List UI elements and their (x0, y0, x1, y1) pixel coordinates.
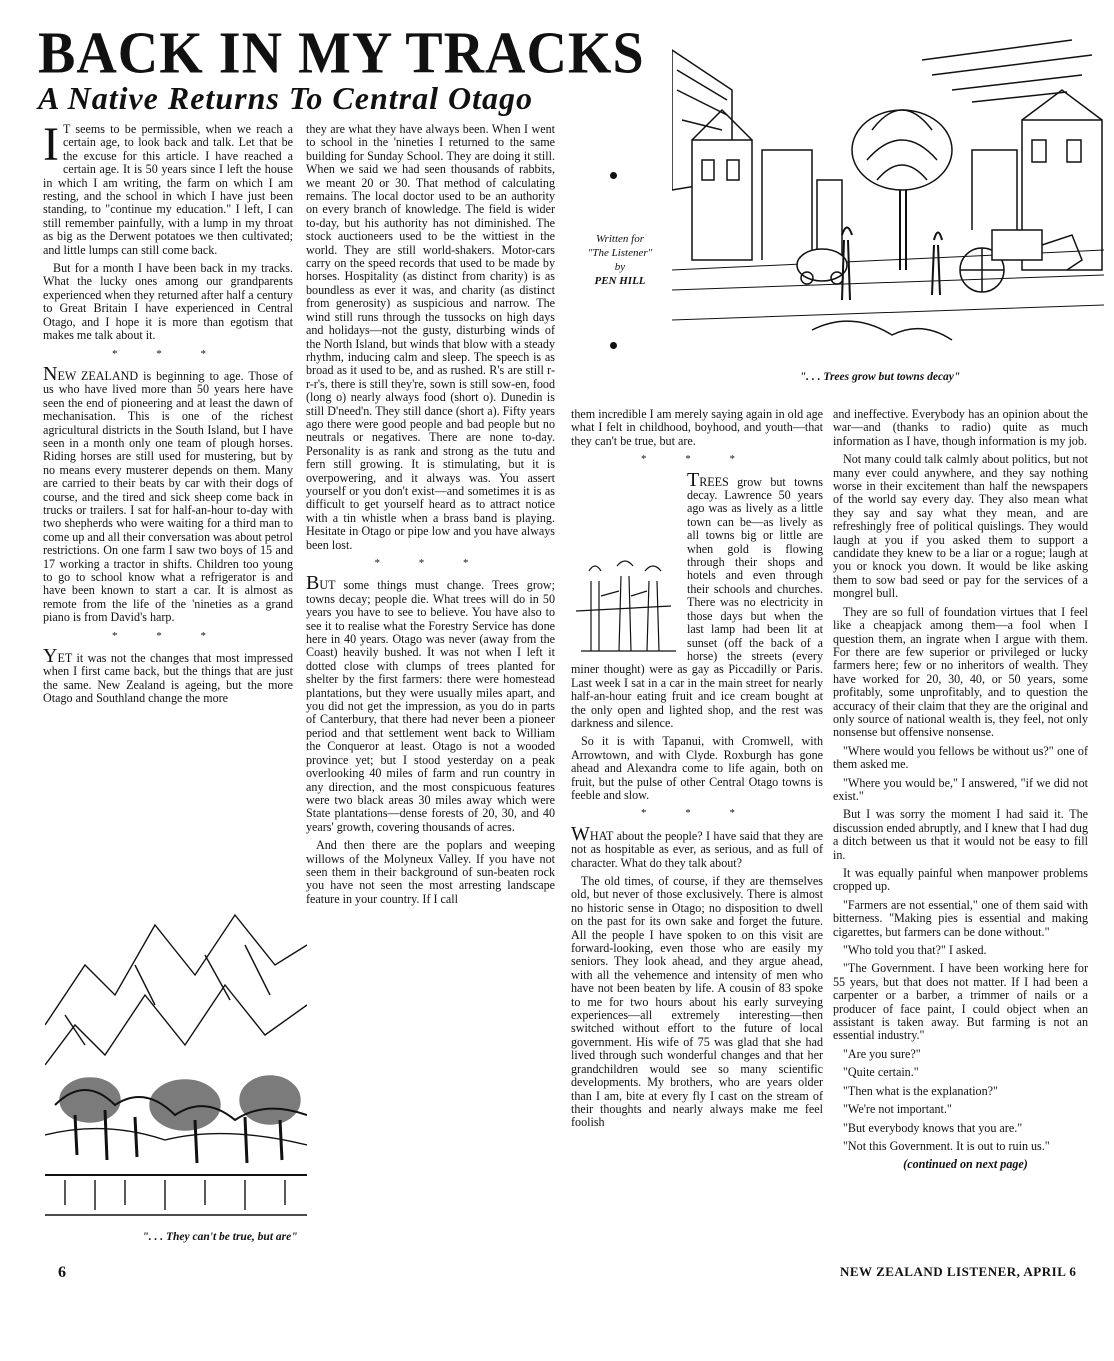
paragraph: "Where you would be," I answered, "if we did not exist." (833, 775, 1088, 803)
paragraph-text: REES grow but towns decay. Lawrence 50 years ago was as lively as a little town can be—as lively as all towns big or little are when gold is flowing through their shops and hotels and even through their schools and churches. There was no electricity in those days but when the last lamp had been lit at sunset (off the back of a horse) the streets (every miner thought) were as gay as Piccadilly or Paris. Last week I sat in a car in the main street for nearly half-an-hour eating fruit and ice cream bought at the only open and lighted shop, and the rest was darkness and silence. (571, 474, 823, 730)
drop-cap: I (43, 118, 59, 171)
paragraph: "Then what is the explanation?" (843, 1083, 998, 1098)
paragraph-text: T seems to be permissible, when we reach a certain age, to look back and talk. Let that be the excuse for this article. I have reached a certain age. It is 50 years since I left the house in which I am writing, the farm on which I am resting, and the school in which I have just been standing, to "continue my education." I left, I can still remember painfully, with a lump in my throat as big as the Derwent potatoes we then cultivated; and little lumps can still come back. (43, 122, 293, 257)
column-4 (833, 408, 1088, 1177)
paragraph (306, 572, 555, 834)
top-illustration-caption: ". . . Trees grow but towns decay" (799, 371, 961, 383)
paragraph: Not many could talk calmly about politics, but not many ever could anywhere, and they say nothing worse in their excitement than half the newspapers of the world say every day. They also mean what they say and say what they mean, and are refreshingly free of political quislings. They would laugh at you if you asked them to support a candidate they knew to be a liar or a rogue; laugh at you or knock you down. It would be like asking them to sow bad seed or pay for the services of a mongrel bull. (833, 452, 1088, 601)
section-separator: * * * (641, 453, 753, 466)
drop-cap: B (306, 572, 320, 595)
paragraph: "Quite certain." (843, 1065, 919, 1080)
drop-cap: Y (43, 645, 58, 668)
byline (565, 232, 675, 288)
bullet-bottom (610, 342, 617, 349)
paragraph: "Who told you that?" I asked. (843, 943, 987, 958)
article-subtitle: A Native Returns To Central Otago (38, 80, 533, 116)
section-separator: * * * (641, 807, 753, 820)
paragraph: They are so full of foundation virtues that I feel like a cheapjack among them—a fool when I question them, an ingrate when I argue with them. For there are few superior or privileged or lucky farmers here; few or no inheritors of wealth. They have worked for 20, 30, 40, or 50 years, some profitably, some unprofitably, and to question the accuracy of their claim that they are the original and only source of national wealth is, they feel, not only nonsense but offensive nonsense. (833, 604, 1088, 740)
page-number: 6 (58, 1264, 66, 1281)
paragraph: "Are you sure?" (843, 1046, 921, 1061)
paragraph: So it is with Tapanui, with Cromwell, with Arrowtown, and with Clyde. Roxburgh has gone ahead and Alexandra come to life again, both on fruit, but the pulse of other Central Otago towns is feeble and slow. (571, 734, 823, 802)
paragraph: The old times, of course, if they are themselves old, but never of those exclusively. There is almost no historic sense in Otago; no disposition to dwell on the past for its own sake and forget the future. All the people I have spoken to on this visit are forward-looking, even those who are easily my seniors. They look ahead, and they argue ahead, with all the vehemence and intensity of men who have not been beaten by life. A cousin of 83 spoke to me for two hours about his early surveying experiences—all extremely interesting—then switched without effort to the future of local government. His wife of 75 was glad that she had lived through such wonderful changes and that her grandchildren would see so many scientific developments. My brothers, who are years older than I am, bite at every fly I cast on the stream of their thoughts and nearly always make me feel foolish (571, 874, 823, 1130)
paragraph (43, 645, 293, 706)
section-separator: * * * (112, 629, 224, 642)
paragraph-text: UT some things must change. Trees grow; towns decay; people die. What trees will do in 50 years you have to see to believe. You have also to see it to realise what the Forestry Service has done here in 40 years. Otago was never (away from the Coast) heavily bushed. It was not when I left it dotted close with clumps of trees planted for shelter by the first farmers: there were homestead plantations, but they were usually miles apart, and you did not get the impression, as you do in parts of Canterbury, that there had never been a pioneer period and that settlement went back to William the Conqueror at least. Otago is not a wooded province yet; but I stood yesterday on a peak overlooking 40 miles of farm and run country in any direction, and the most conspicuous features were two black areas 30 miles away which were State plantations—dense forests of 20, 30, and 40 years' growth, covering thousands of acres. (306, 578, 555, 834)
paragraph-text: ET it was not the changes that most impressed when I first came back, but the things that are just the same. New Zealand is ageing, but the more Otago and Southland change the more (43, 651, 293, 706)
paragraph: "The Government. I have been working here for 55 years, but that does not matter. If I had been a carpenter or a barber, a trimmer of nails or a producer of face paint, I could object when an assistant is taken away. But farming is not an essential industry." (833, 961, 1088, 1043)
column-1 (43, 118, 293, 711)
drop-cap: N (43, 362, 58, 385)
bottom-illustration-caption: ". . . They can't be true, but are" (142, 1231, 298, 1243)
section-separator: * * * (112, 347, 224, 360)
paragraph-text: EW ZEALAND is beginning to age. Those of us who have lived more than 50 years here have seen the end of pioneering and at least the dawn of mechanisation. This is one of the richest agricultural districts in the South Island, but I have seen in a month only one team of plough horses. Riding horses are still used for mustering, but by no means every musterer depends on them. Many are carried to their beats by car with their dogs of course, and the tired and sick sheep come back in trucks or trailers. I sat for half-an-hour to-day with two shepherds who were waiting for a third man to come up and all their conversation was about petrol restrictions. On one farm I saw two boys of 15 and 17 working a tractor in shifts. Children too young to go to school know what a refrigerator is and have been known to start a car. It is almost as remote from the life of the 'nineties as a grand piano is from David's harp. (43, 368, 293, 625)
byline-written-for: Written for (596, 233, 644, 245)
paragraph: "Not this Government. It is out to ruin us." (843, 1138, 1050, 1153)
paragraph: But for a month I have been back in my tracks. What the lucky ones among our grandparents experienced when they returned after half a century to Great Britain I have experienced in Central Otago, and I hope it is more than egotism that makes me talk about it. (43, 261, 293, 343)
paragraph: "Where would you fellows be without us?" one of them asked me. (833, 743, 1088, 772)
street-scene-illustration (672, 30, 1104, 368)
paragraph: It was equally painful when manpower problems cropped up. (833, 866, 1088, 894)
paragraph: them incredible I am merely saying again in old age what I felt in childhood, boyhood, and youth—that they can't be true, but are. (571, 407, 823, 448)
byline-author: PEN HILL (594, 275, 646, 287)
paragraph: But I was sorry the moment I had said it. The discussion ended abruptly, and I knew that I had dug a ditch between us that it would not be easy to fill in. (833, 807, 1088, 862)
mountain-landscape-illustration (45, 905, 307, 1227)
paragraph: "Farmers are not essential," one of them said with bitterness. "Making pies is essential and making cigarettes, but farmers can be done without." (833, 897, 1088, 939)
drop-cap: W (571, 822, 590, 845)
miners-figures-illustration (571, 551, 681, 661)
paragraph: they are what they have always been. When I went to school in the 'nineties I returned to the same building for Sunday School. They are doing it still. When we said we had seen thousands of rabbits, we meant 20 or 30. That method of calculating remains. The local doctor used to be an authority on every branch of knowledge. The field is wider to-day, but his authority has not diminished. The stock auctioneers used to be the wittiest in the world. They are still world-shakers. Motor-cars carry on the speed records that used to be made by horses. Hospitality (as distinct from charity) is as boundless as ever it was, and charity (as distinct from generosity) as suspicious and narrow. The wind still runs through the tussocks on high days and holidays—not the gusty, disturbing winds of the North Island, but winds that blow with a steady rhythm, inducing calm and sleep. The speech is as broad as it used to be, and as rushed. R's are still r-r-r's, there is still they're, sown is still sow-en, food (long o) nearly always food (short o). Dunedin is still D'need'n. They still dance (short a). Fifty years ago there were good people and bad people but no neutrals or negatives. There are none to-day. Personality is as rank and strong as the tutu and fern still growing. It is stimulating, but it is overpowering, and it always was. You assert yourself or you don't exist—and sometimes it is as difficult to get yourself heard as to attract notice with a tin whistle when a brass band is playing. Hesitate in Otago or pipe low and you have always been lost. (306, 122, 555, 552)
byline-publication: "The Listener" (587, 247, 653, 259)
article-title: BACK IN MY TRACKS (38, 20, 645, 87)
column-3 (571, 408, 823, 1135)
paragraph: "But everybody knows that you are." (843, 1120, 1023, 1135)
bullet-top (610, 172, 617, 179)
drop-cap: T (687, 468, 700, 491)
footer-publication: NEW ZEALAND LISTENER, APRIL 6 (840, 1264, 1077, 1279)
paragraph: And then there are the poplars and weeping willows of the Molyneux Valley. If you have not seen them in their background of sun-beaten rock you have not seen the most arresting landscape feature in your country. If I call (306, 838, 555, 906)
continued-note: (continued on next page) (903, 1157, 1028, 1172)
paragraph: "We're not important." (843, 1102, 952, 1117)
byline-by: by (614, 261, 626, 273)
column-2 (306, 123, 555, 911)
paragraph: and ineffective. Everybody has an opinion about the war—and (thanks to radio) quite as much information as I have, though information is my job. (833, 407, 1088, 448)
paragraph (43, 362, 293, 625)
paragraph-text: HAT about the people? I have said that they are not as hospitable as ever, as serious, and as full of character. What do they talk about? (571, 828, 823, 870)
paragraph (43, 118, 293, 257)
section-separator: * * * (374, 557, 487, 569)
paragraph (571, 468, 823, 731)
paragraph (571, 822, 823, 870)
